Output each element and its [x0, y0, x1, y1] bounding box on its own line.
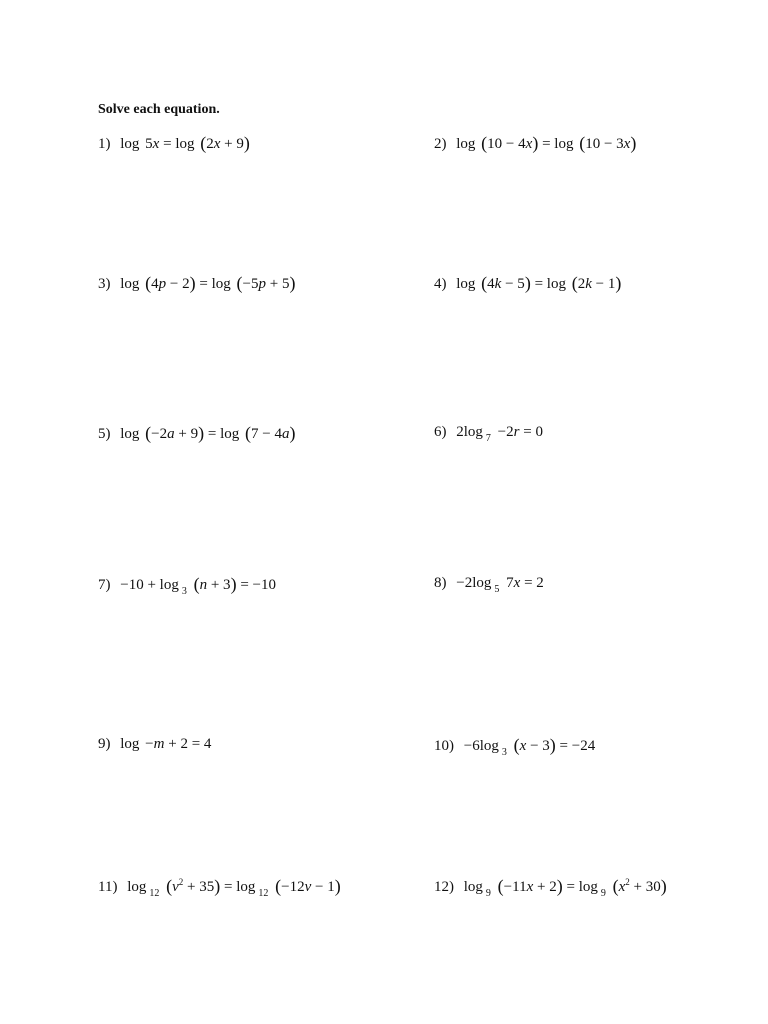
problem-number: 11): [98, 879, 118, 895]
problem-11: 11) log $_{12}$ $(v^2 + 35) = \log _{12}$ (−12v − 1): [98, 876, 341, 899]
problem-2: 2) log (10 − 4x) = log (10 − 3x): [434, 133, 637, 153]
problem-8: 8) −2log $_5$ 7x = 2: [434, 575, 544, 595]
problem-number: 1): [98, 136, 111, 152]
instructions-heading: Solve each equation.: [98, 102, 220, 117]
problem-7: 7) −10 + log $_3$ (n + 3) = −10: [98, 574, 276, 597]
problem-number: 8): [434, 575, 447, 591]
problem-number: 3): [98, 276, 111, 292]
problem-10: 10) −6log $_3$ (x − 3) = −24: [434, 735, 596, 758]
problem-4: 4) log (4k − 5) = log (2k − 1): [434, 273, 622, 293]
problem-number: 5): [98, 426, 111, 442]
problem-9: 9) log −m + 2 = 4: [98, 736, 212, 752]
problem-number: 7): [98, 577, 111, 593]
problem-number: 2): [434, 136, 447, 152]
problem-number: 6): [434, 424, 447, 440]
problem-number: 9): [98, 736, 111, 752]
problem-5: 5) log (−2a + 9) = log (7 − 4a): [98, 423, 296, 443]
problem-3: 3) log (4p − 2) = log (−5p + 5): [98, 273, 296, 293]
problem-number: 4): [434, 276, 447, 292]
problem-number: 12): [434, 879, 454, 895]
problem-6: 6) 2log $_7$ −2r = 0: [434, 424, 543, 444]
problem-12: 12) log $_9$ (−11x + 2) = log $_9$ $(x^2 + 30)$: [434, 876, 667, 899]
problem-1: 1) log 5x = log (2x + 9): [98, 133, 250, 153]
problem-number: 10): [434, 738, 454, 754]
